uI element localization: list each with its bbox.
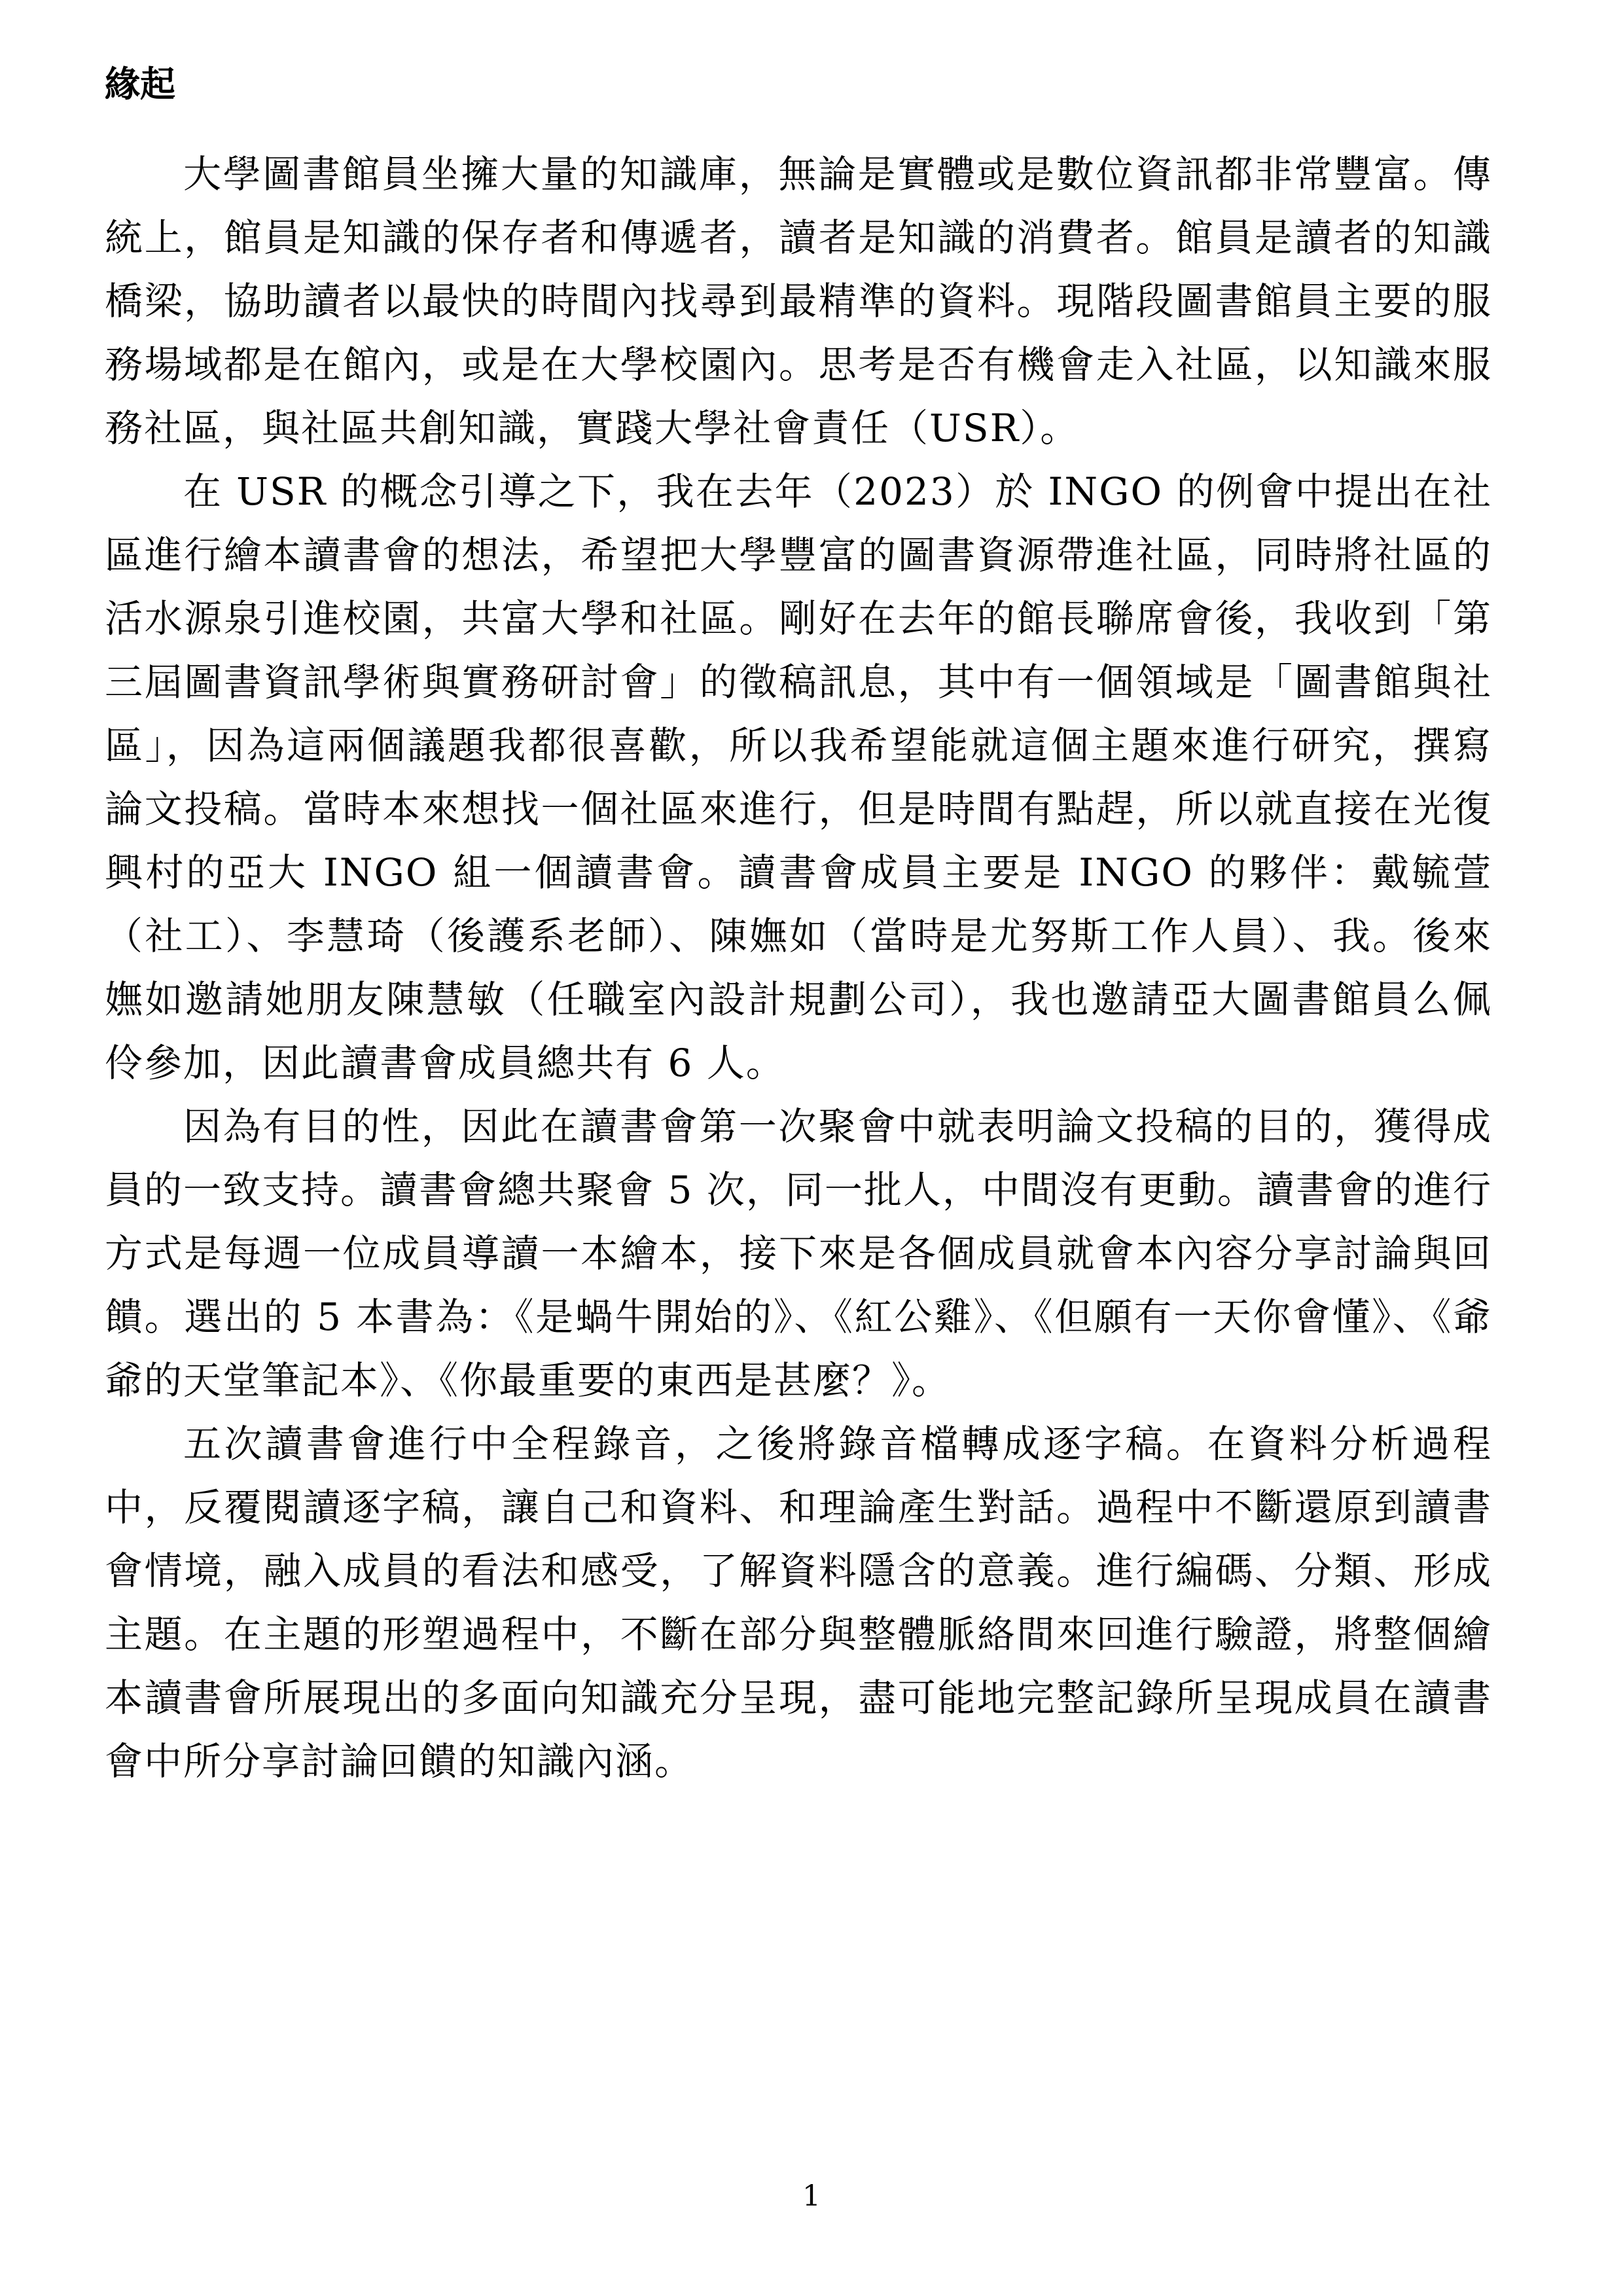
section-heading: 緣起	[105, 63, 175, 105]
paragraph-1: 大學圖書館員坐擁大量的知識庫，無論是實體或是數位資訊都非常豐富。傳統上，館員是知識的保存者和傳遞者，讀者是知識的消費者。館員是讀者的知識橋梁，協助讀者以最快的時間內找尋到最精準的資料。現階段圖書館員主要的服務場域都是在館內，或是在大學校園內。思考是否有機會走入社區，以知識來服務社區，與社區共創知識，實踐大學社會責任（USR）。	[105, 152, 1492, 450]
page-number: 1	[802, 2179, 821, 2213]
paragraph-2: 在 USR 的概念引導之下，我在去年（2023）於 INGO 的例會中提出在社區進行繪本讀書會的想法，希望把大學豐富的圖書資源帶進社區，同時將社區的活水源泉引進校園，共富大學和社區。剛好在去年的館長聯席會後，我收到「第三屆圖書資訊學術與實務研討會」的徵稿訊息，其中有一個領域是「圖書館與社區」，因為這兩個議題我都很喜歡，所以我希望能就這個主題來進行研究，撰寫論文投稿。當時本來想找一個社區來進行，但是時間有點趕，所以就直接在光復興村的亞大 INGO 組一個讀書會。讀書會成員主要是 INGO 的夥伴：戴毓萱（社工）、李慧琦（後護系老師）、陳嫵如（當時是尤努斯工作人員）、我。後來嫵如邀請她朋友陳慧敏（任職室內設計規劃公司），我也邀請亞大圖書館員么佩伶參加，因此讀書會成員總共有 6 人。	[105, 469, 1492, 1085]
paragraph-3: 因為有目的性，因此在讀書會第一次聚會中就表明論文投稿的目的，獲得成員的一致支持。讀書會總共聚會 5 次，同一批人，中間沒有更動。讀書會的進行方式是每週一位成員導讀一本繪本，接下來是各個成員就會本內容分享討論與回饋。選出的 5 本書為：《是蝸牛開始的》、《紅公雞》、《但願有一天你會懂》、《爺爺的天堂筆記本》、《你最重要的東西是甚麼？》。	[105, 1104, 1492, 1403]
paragraph-4: 五次讀書會進行中全程錄音，之後將錄音檔轉成逐字稿。在資料分析過程中，反覆閱讀逐字稿，讓自己和資料、和理論產生對話。過程中不斷還原到讀書會情境，融入成員的看法和感受，了解資料隱含的意義。進行編碼、分類、形成主題。在主題的形塑過程中，不斷在部分與整體脈絡間來回進行驗證，將整個繪本讀書會所展現出的多面向知識充分呈現，盡可能地完整記錄所呈現成員在讀書會中所分享討論回饋的知識內涵。	[105, 1422, 1492, 1784]
document-page	[105, 52, 1492, 1793]
